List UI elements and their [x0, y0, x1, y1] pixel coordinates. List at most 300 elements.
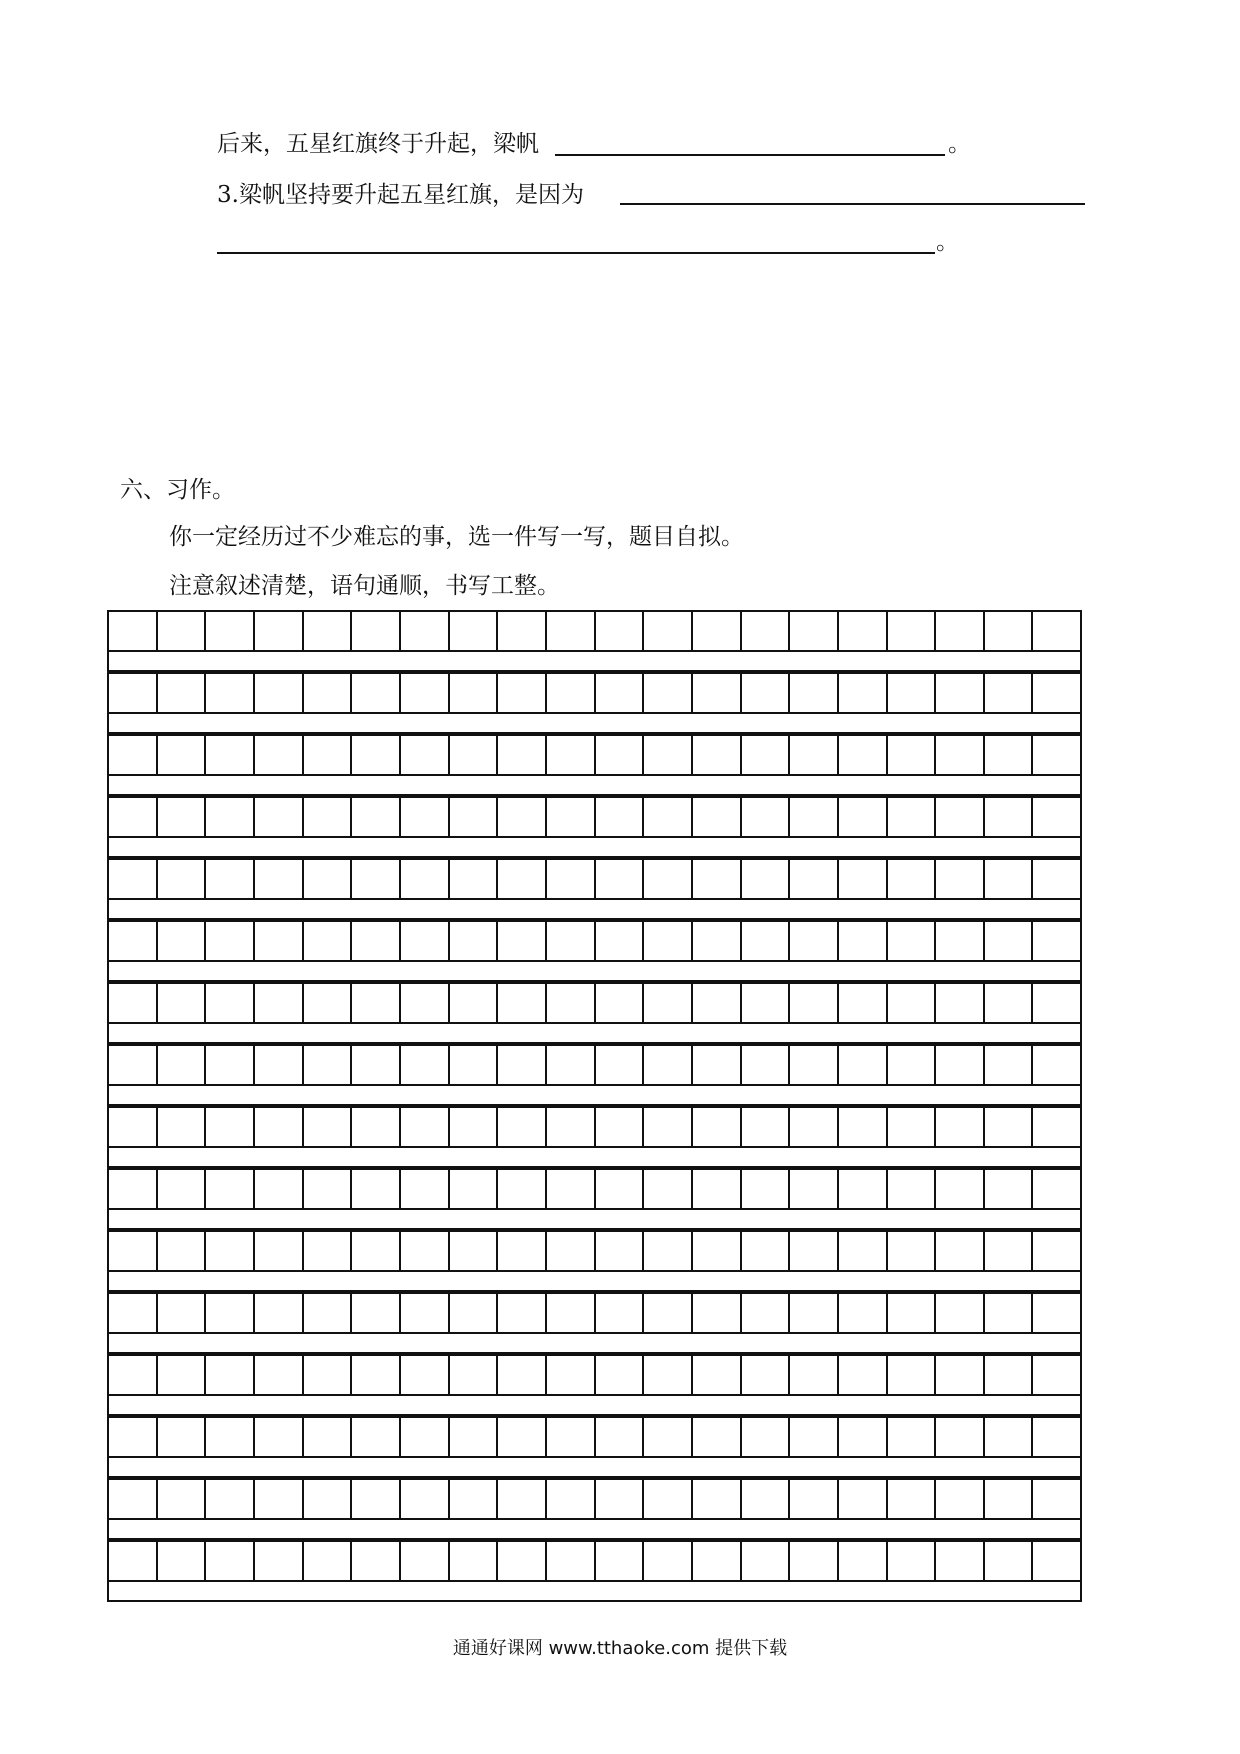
writing-cell[interactable]: [401, 674, 450, 712]
q3-answer-blank-1[interactable]: [620, 203, 1085, 205]
writing-cell[interactable]: [547, 736, 596, 774]
writing-cell[interactable]: [206, 798, 255, 836]
writing-cell[interactable]: [498, 1294, 547, 1332]
writing-cell[interactable]: [742, 736, 791, 774]
writing-cell[interactable]: [304, 1542, 353, 1580]
writing-cell[interactable]: [936, 1418, 985, 1456]
writing-cell[interactable]: [888, 1108, 937, 1146]
writing-cell[interactable]: [255, 674, 304, 712]
writing-cell[interactable]: [304, 612, 353, 650]
writing-cell[interactable]: [742, 1232, 791, 1270]
writing-cell[interactable]: [547, 674, 596, 712]
writing-cell[interactable]: [401, 1480, 450, 1518]
writing-cell[interactable]: [109, 1480, 158, 1518]
writing-cell[interactable]: [401, 984, 450, 1022]
writing-cell[interactable]: [450, 1170, 499, 1208]
writing-cell[interactable]: [1033, 612, 1080, 650]
writing-cell[interactable]: [790, 1232, 839, 1270]
writing-cell[interactable]: [985, 922, 1034, 960]
writing-cell[interactable]: [985, 612, 1034, 650]
writing-cell[interactable]: [596, 984, 645, 1022]
q2-answer-blank[interactable]: [555, 154, 945, 156]
writing-cell[interactable]: [352, 798, 401, 836]
writing-cell[interactable]: [547, 922, 596, 960]
writing-cell[interactable]: [888, 798, 937, 836]
writing-cell[interactable]: [693, 984, 742, 1022]
writing-cell[interactable]: [596, 1170, 645, 1208]
writing-cell[interactable]: [255, 1356, 304, 1394]
writing-cell[interactable]: [498, 736, 547, 774]
writing-cell[interactable]: [985, 1480, 1034, 1518]
writing-cell[interactable]: [109, 736, 158, 774]
writing-cell[interactable]: [352, 1418, 401, 1456]
writing-cell[interactable]: [450, 922, 499, 960]
writing-cell[interactable]: [1033, 1046, 1080, 1084]
writing-cell[interactable]: [839, 1108, 888, 1146]
writing-cell[interactable]: [109, 1232, 158, 1270]
writing-cell[interactable]: [888, 736, 937, 774]
writing-cell[interactable]: [352, 1542, 401, 1580]
writing-cell[interactable]: [255, 1232, 304, 1270]
writing-cell[interactable]: [742, 1418, 791, 1456]
writing-cell[interactable]: [109, 1356, 158, 1394]
writing-cell[interactable]: [644, 984, 693, 1022]
writing-cell[interactable]: [790, 984, 839, 1022]
writing-cell[interactable]: [255, 1170, 304, 1208]
writing-cell[interactable]: [839, 674, 888, 712]
writing-cell[interactable]: [693, 1170, 742, 1208]
writing-cell[interactable]: [158, 1418, 207, 1456]
writing-cell[interactable]: [644, 1356, 693, 1394]
writing-cell[interactable]: [158, 984, 207, 1022]
writing-cell[interactable]: [547, 984, 596, 1022]
writing-cell[interactable]: [1033, 736, 1080, 774]
writing-cell[interactable]: [352, 736, 401, 774]
writing-cell[interactable]: [742, 674, 791, 712]
writing-cell[interactable]: [304, 1170, 353, 1208]
writing-cell[interactable]: [839, 736, 888, 774]
writing-cell[interactable]: [547, 1170, 596, 1208]
writing-cell[interactable]: [644, 860, 693, 898]
writing-cell[interactable]: [547, 612, 596, 650]
writing-cell[interactable]: [790, 612, 839, 650]
writing-cell[interactable]: [401, 1542, 450, 1580]
writing-cell[interactable]: [693, 1108, 742, 1146]
writing-cell[interactable]: [304, 798, 353, 836]
writing-cell[interactable]: [888, 612, 937, 650]
writing-cell[interactable]: [255, 984, 304, 1022]
writing-cell[interactable]: [158, 1232, 207, 1270]
writing-cell[interactable]: [644, 1232, 693, 1270]
writing-cell[interactable]: [158, 1170, 207, 1208]
writing-cell[interactable]: [693, 798, 742, 836]
writing-cell[interactable]: [693, 1480, 742, 1518]
writing-cell[interactable]: [206, 922, 255, 960]
writing-cell[interactable]: [644, 1046, 693, 1084]
writing-cell[interactable]: [304, 1108, 353, 1146]
writing-cell[interactable]: [742, 1356, 791, 1394]
writing-cell[interactable]: [304, 674, 353, 712]
writing-cell[interactable]: [644, 1108, 693, 1146]
writing-cell[interactable]: [498, 1418, 547, 1456]
writing-cell[interactable]: [1033, 922, 1080, 960]
writing-cell[interactable]: [839, 860, 888, 898]
writing-cell[interactable]: [936, 674, 985, 712]
writing-cell[interactable]: [644, 1542, 693, 1580]
writing-cell[interactable]: [158, 1294, 207, 1332]
writing-cell[interactable]: [644, 612, 693, 650]
writing-cell[interactable]: [839, 798, 888, 836]
writing-cell[interactable]: [109, 1418, 158, 1456]
writing-cell[interactable]: [1033, 860, 1080, 898]
writing-cell[interactable]: [985, 798, 1034, 836]
writing-cell[interactable]: [888, 1170, 937, 1208]
writing-cell[interactable]: [401, 1418, 450, 1456]
writing-cell[interactable]: [401, 1108, 450, 1146]
writing-cell[interactable]: [742, 860, 791, 898]
writing-cell[interactable]: [888, 1418, 937, 1456]
writing-cell[interactable]: [936, 1046, 985, 1084]
writing-cell[interactable]: [596, 798, 645, 836]
writing-cell[interactable]: [304, 1480, 353, 1518]
writing-cell[interactable]: [450, 1542, 499, 1580]
writing-cell[interactable]: [644, 798, 693, 836]
writing-cell[interactable]: [985, 736, 1034, 774]
writing-cell[interactable]: [742, 984, 791, 1022]
writing-cell[interactable]: [255, 1480, 304, 1518]
writing-cell[interactable]: [1033, 984, 1080, 1022]
writing-cell[interactable]: [839, 1480, 888, 1518]
writing-cell[interactable]: [790, 736, 839, 774]
writing-cell[interactable]: [304, 984, 353, 1022]
writing-cell[interactable]: [498, 1480, 547, 1518]
writing-cell[interactable]: [888, 1046, 937, 1084]
writing-cell[interactable]: [1033, 1108, 1080, 1146]
writing-cell[interactable]: [498, 1356, 547, 1394]
writing-cell[interactable]: [401, 612, 450, 650]
writing-cell[interactable]: [742, 798, 791, 836]
writing-cell[interactable]: [790, 1480, 839, 1518]
writing-cell[interactable]: [109, 1294, 158, 1332]
writing-cell[interactable]: [693, 1294, 742, 1332]
writing-cell[interactable]: [936, 1170, 985, 1208]
writing-cell[interactable]: [644, 674, 693, 712]
writing-cell[interactable]: [693, 612, 742, 650]
writing-cell[interactable]: [644, 922, 693, 960]
writing-cell[interactable]: [304, 1356, 353, 1394]
writing-cell[interactable]: [352, 922, 401, 960]
writing-cell[interactable]: [888, 922, 937, 960]
writing-cell[interactable]: [1033, 1356, 1080, 1394]
writing-cell[interactable]: [206, 1046, 255, 1084]
writing-cell[interactable]: [304, 1418, 353, 1456]
writing-cell[interactable]: [839, 1356, 888, 1394]
writing-cell[interactable]: [985, 674, 1034, 712]
writing-cell[interactable]: [790, 1046, 839, 1084]
writing-cell[interactable]: [450, 1108, 499, 1146]
writing-cell[interactable]: [693, 1046, 742, 1084]
writing-cell[interactable]: [596, 1418, 645, 1456]
writing-cell[interactable]: [401, 798, 450, 836]
writing-cell[interactable]: [255, 1294, 304, 1332]
writing-cell[interactable]: [498, 798, 547, 836]
writing-cell[interactable]: [985, 1356, 1034, 1394]
writing-cell[interactable]: [644, 736, 693, 774]
writing-cell[interactable]: [888, 860, 937, 898]
writing-cell[interactable]: [936, 860, 985, 898]
writing-cell[interactable]: [498, 1170, 547, 1208]
writing-cell[interactable]: [790, 922, 839, 960]
writing-cell[interactable]: [936, 1108, 985, 1146]
writing-cell[interactable]: [1033, 798, 1080, 836]
writing-cell[interactable]: [547, 1418, 596, 1456]
writing-cell[interactable]: [596, 674, 645, 712]
writing-cell[interactable]: [401, 860, 450, 898]
writing-cell[interactable]: [401, 1232, 450, 1270]
writing-cell[interactable]: [304, 736, 353, 774]
writing-cell[interactable]: [255, 1542, 304, 1580]
writing-cell[interactable]: [936, 984, 985, 1022]
writing-cell[interactable]: [498, 984, 547, 1022]
writing-cell[interactable]: [693, 860, 742, 898]
writing-cell[interactable]: [888, 1480, 937, 1518]
writing-cell[interactable]: [401, 1170, 450, 1208]
writing-cell[interactable]: [547, 860, 596, 898]
writing-cell[interactable]: [790, 1418, 839, 1456]
writing-cell[interactable]: [596, 1108, 645, 1146]
writing-cell[interactable]: [790, 1170, 839, 1208]
writing-cell[interactable]: [936, 736, 985, 774]
writing-cell[interactable]: [596, 736, 645, 774]
writing-cell[interactable]: [985, 1170, 1034, 1208]
writing-cell[interactable]: [206, 736, 255, 774]
writing-cell[interactable]: [255, 736, 304, 774]
writing-cell[interactable]: [985, 1294, 1034, 1332]
writing-cell[interactable]: [547, 798, 596, 836]
writing-cell[interactable]: [1033, 1232, 1080, 1270]
writing-cell[interactable]: [839, 1542, 888, 1580]
writing-cell[interactable]: [936, 1480, 985, 1518]
writing-cell[interactable]: [936, 1542, 985, 1580]
writing-cell[interactable]: [498, 1232, 547, 1270]
writing-cell[interactable]: [255, 798, 304, 836]
writing-cell[interactable]: [742, 612, 791, 650]
writing-cell[interactable]: [644, 1170, 693, 1208]
writing-cell[interactable]: [790, 674, 839, 712]
writing-cell[interactable]: [206, 612, 255, 650]
writing-cell[interactable]: [206, 1108, 255, 1146]
writing-cell[interactable]: [450, 1356, 499, 1394]
writing-cell[interactable]: [888, 1294, 937, 1332]
writing-cell[interactable]: [839, 922, 888, 960]
writing-cell[interactable]: [206, 860, 255, 898]
writing-cell[interactable]: [1033, 1294, 1080, 1332]
writing-cell[interactable]: [742, 1108, 791, 1146]
writing-cell[interactable]: [158, 1108, 207, 1146]
writing-cell[interactable]: [255, 612, 304, 650]
writing-cell[interactable]: [693, 1232, 742, 1270]
writing-cell[interactable]: [352, 984, 401, 1022]
writing-cell[interactable]: [158, 1542, 207, 1580]
writing-cell[interactable]: [206, 1356, 255, 1394]
writing-cell[interactable]: [401, 1294, 450, 1332]
writing-cell[interactable]: [401, 1046, 450, 1084]
writing-cell[interactable]: [985, 860, 1034, 898]
writing-cell[interactable]: [450, 736, 499, 774]
writing-cell[interactable]: [158, 1356, 207, 1394]
writing-cell[interactable]: [498, 612, 547, 650]
writing-cell[interactable]: [790, 1294, 839, 1332]
writing-cell[interactable]: [1033, 1418, 1080, 1456]
writing-cell[interactable]: [450, 612, 499, 650]
writing-cell[interactable]: [596, 612, 645, 650]
writing-cell[interactable]: [255, 1046, 304, 1084]
writing-cell[interactable]: [498, 674, 547, 712]
writing-cell[interactable]: [936, 612, 985, 650]
writing-cell[interactable]: [547, 1294, 596, 1332]
writing-cell[interactable]: [352, 1232, 401, 1270]
writing-cell[interactable]: [304, 1046, 353, 1084]
writing-cell[interactable]: [450, 984, 499, 1022]
writing-cell[interactable]: [158, 1046, 207, 1084]
writing-cell[interactable]: [255, 1418, 304, 1456]
writing-cell[interactable]: [158, 860, 207, 898]
writing-cell[interactable]: [742, 1542, 791, 1580]
writing-cell[interactable]: [742, 1294, 791, 1332]
writing-cell[interactable]: [936, 1294, 985, 1332]
writing-cell[interactable]: [839, 984, 888, 1022]
writing-cell[interactable]: [547, 1480, 596, 1518]
writing-cell[interactable]: [742, 922, 791, 960]
writing-cell[interactable]: [304, 1232, 353, 1270]
writing-cell[interactable]: [498, 860, 547, 898]
writing-cell[interactable]: [109, 1542, 158, 1580]
writing-cell[interactable]: [109, 922, 158, 960]
writing-cell[interactable]: [596, 1542, 645, 1580]
writing-cell[interactable]: [450, 1232, 499, 1270]
writing-cell[interactable]: [742, 1170, 791, 1208]
writing-cell[interactable]: [644, 1294, 693, 1332]
writing-cell[interactable]: [158, 798, 207, 836]
writing-cell[interactable]: [693, 1542, 742, 1580]
writing-cell[interactable]: [742, 1480, 791, 1518]
writing-cell[interactable]: [450, 798, 499, 836]
writing-cell[interactable]: [255, 860, 304, 898]
writing-cell[interactable]: [401, 736, 450, 774]
writing-cell[interactable]: [790, 1108, 839, 1146]
writing-cell[interactable]: [839, 1046, 888, 1084]
writing-cell[interactable]: [498, 1108, 547, 1146]
writing-cell[interactable]: [158, 674, 207, 712]
writing-cell[interactable]: [450, 1480, 499, 1518]
writing-cell[interactable]: [1033, 1542, 1080, 1580]
writing-cell[interactable]: [839, 1232, 888, 1270]
writing-cell[interactable]: [547, 1108, 596, 1146]
writing-cell[interactable]: [888, 1356, 937, 1394]
writing-cell[interactable]: [1033, 1170, 1080, 1208]
writing-cell[interactable]: [547, 1232, 596, 1270]
writing-cell[interactable]: [450, 674, 499, 712]
writing-cell[interactable]: [255, 922, 304, 960]
writing-cell[interactable]: [498, 922, 547, 960]
writing-cell[interactable]: [352, 612, 401, 650]
writing-cell[interactable]: [450, 1418, 499, 1456]
writing-cell[interactable]: [206, 674, 255, 712]
writing-cell[interactable]: [644, 1480, 693, 1518]
writing-cell[interactable]: [109, 1108, 158, 1146]
writing-cell[interactable]: [596, 1480, 645, 1518]
writing-cell[interactable]: [352, 1108, 401, 1146]
writing-cell[interactable]: [401, 922, 450, 960]
writing-cell[interactable]: [158, 612, 207, 650]
writing-cell[interactable]: [498, 1542, 547, 1580]
writing-cell[interactable]: [401, 1356, 450, 1394]
writing-cell[interactable]: [206, 1170, 255, 1208]
writing-cell[interactable]: [1033, 1480, 1080, 1518]
writing-cell[interactable]: [498, 1046, 547, 1084]
writing-cell[interactable]: [596, 922, 645, 960]
writing-cell[interactable]: [888, 1542, 937, 1580]
writing-cell[interactable]: [352, 860, 401, 898]
writing-cell[interactable]: [547, 1542, 596, 1580]
writing-cell[interactable]: [936, 922, 985, 960]
writing-cell[interactable]: [109, 612, 158, 650]
writing-cell[interactable]: [742, 1046, 791, 1084]
writing-cell[interactable]: [644, 1418, 693, 1456]
writing-cell[interactable]: [985, 1046, 1034, 1084]
q3-answer-blank-2[interactable]: [217, 252, 935, 254]
writing-cell[interactable]: [985, 1542, 1034, 1580]
writing-cell[interactable]: [888, 1232, 937, 1270]
writing-cell[interactable]: [109, 1046, 158, 1084]
writing-cell[interactable]: [206, 1418, 255, 1456]
writing-cell[interactable]: [985, 1418, 1034, 1456]
writing-cell[interactable]: [985, 1232, 1034, 1270]
writing-cell[interactable]: [450, 1294, 499, 1332]
writing-cell[interactable]: [206, 1542, 255, 1580]
writing-cell[interactable]: [985, 984, 1034, 1022]
writing-cell[interactable]: [158, 922, 207, 960]
writing-cell[interactable]: [888, 674, 937, 712]
writing-cell[interactable]: [352, 1170, 401, 1208]
writing-cell[interactable]: [352, 1356, 401, 1394]
writing-cell[interactable]: [109, 860, 158, 898]
writing-cell[interactable]: [693, 736, 742, 774]
writing-cell[interactable]: [790, 860, 839, 898]
writing-cell[interactable]: [596, 1294, 645, 1332]
writing-cell[interactable]: [206, 984, 255, 1022]
writing-cell[interactable]: [109, 798, 158, 836]
writing-cell[interactable]: [790, 1542, 839, 1580]
writing-cell[interactable]: [888, 984, 937, 1022]
writing-cell[interactable]: [304, 860, 353, 898]
writing-cell[interactable]: [790, 1356, 839, 1394]
writing-cell[interactable]: [839, 1170, 888, 1208]
writing-cell[interactable]: [985, 1108, 1034, 1146]
writing-cell[interactable]: [109, 674, 158, 712]
writing-cell[interactable]: [1033, 674, 1080, 712]
writing-cell[interactable]: [352, 1480, 401, 1518]
writing-cell[interactable]: [206, 1232, 255, 1270]
writing-cell[interactable]: [547, 1356, 596, 1394]
writing-cell[interactable]: [596, 860, 645, 898]
writing-cell[interactable]: [352, 1046, 401, 1084]
writing-cell[interactable]: [304, 1294, 353, 1332]
writing-cell[interactable]: [693, 674, 742, 712]
writing-cell[interactable]: [158, 736, 207, 774]
writing-cell[interactable]: [255, 1108, 304, 1146]
writing-cell[interactable]: [693, 1356, 742, 1394]
